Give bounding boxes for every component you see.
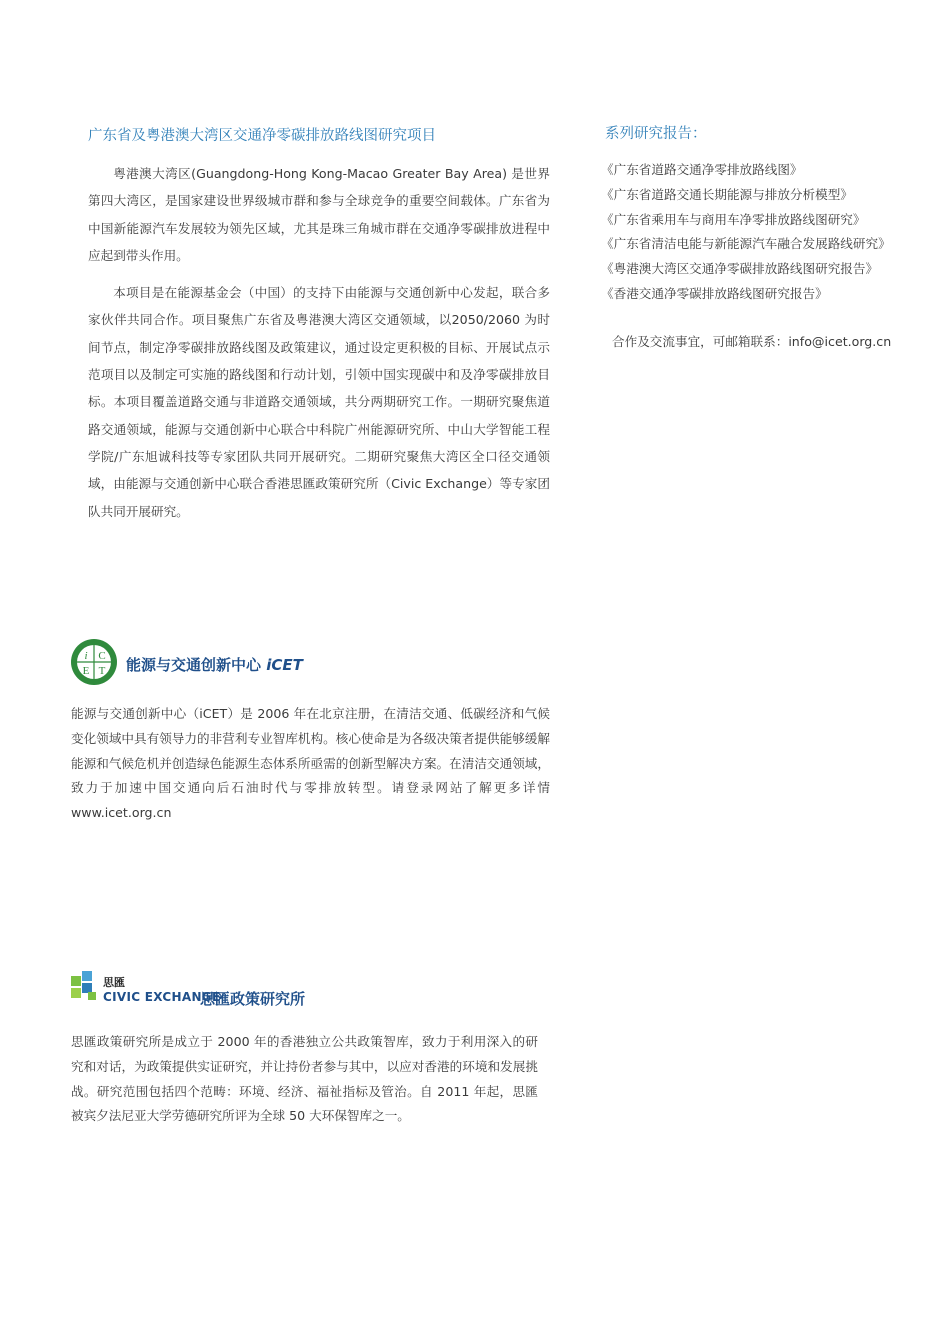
icet-logo-letter-e: E bbox=[82, 665, 90, 677]
civic-exchange-logo-icon bbox=[70, 970, 100, 1004]
series-reports-list bbox=[601, 158, 891, 307]
report-item: 《广东省道路交通净零排放路线图》 bbox=[601, 162, 803, 177]
icet-name-cn: 能源与交通创新中心 bbox=[126, 656, 262, 674]
report-item: 《香港交通净零碳排放路线图研究报告》 bbox=[601, 285, 828, 301]
civic-exchange-name-en: CIVIC EXCHANGE bbox=[103, 990, 221, 1004]
report-item: 《广东省乘用车与商用车净零排放路线图研究》 bbox=[601, 211, 866, 227]
contact-info: 合作及交流事宜，可邮箱联系：info@icet.org.cn bbox=[612, 334, 892, 349]
project-description bbox=[88, 160, 550, 535]
report-item: 《广东省道路交通长期能源与排放分析模型》 bbox=[601, 186, 853, 202]
civic-exchange-description: 思匯政策研究所是成立于 2000 年的香港独立公共政策智库，致力于利用深入的研究和对话，为政策提供实证研究，并让持份者参与其中，以应对香港的环境和发展挑战。研究范围包括四个范畴：环境、经济、福祉指标及管治。自 2011 年起，思匯被宾夕法尼亚大学劳德研究所评为全球 50 大环保智库之一。 bbox=[71, 1034, 538, 1124]
civic-exchange-logo-sub: 思匯 bbox=[103, 976, 125, 989]
icet-logo-letter-t: T bbox=[98, 665, 106, 677]
icet-org-name bbox=[126, 654, 303, 675]
report-item: 《广东省清洁电能与新能源汽车融合发展路线研究》 bbox=[601, 236, 891, 252]
icet-name-en: iCET bbox=[266, 656, 303, 674]
project-paragraph-1: 粤港澳大湾区(Guangdong-Hong Kong-Macao Greater Bay Area) 是世界第四大湾区，是国家建设世界级城市群和参与全球竞争的重要空间载体。广东省为中国新能源汽车发展较为领先区域，尤其是珠三角城市群在交通净零碳排放进程中应起到带头作用。 bbox=[88, 166, 550, 263]
icet-description: 能源与交通创新中心（iCET）是 2006 年在北京注册，在清洁交通、低碳经济和气候变化领域中具有领导力的非营利专业智库机构。核心使命是为各级决策者提供能够缓解能源和气候危机并创造绿色能源生态体系所亟需的创新型解决方案。在清洁交通领域，致力于加速中国交通向后石油时代与零排放转型。请登录网站了解更多详情 www.icet.org.cn bbox=[71, 706, 550, 821]
icet-logo-icon bbox=[70, 638, 118, 686]
project-title: 广东省及粤港澳大湾区交通净零碳排放路线图研究项目 bbox=[88, 128, 436, 144]
civic-exchange-name-cn: 思匯政策研究所 bbox=[200, 990, 306, 1008]
icet-logo-letter-i: i bbox=[84, 650, 88, 662]
report-item: 《粤港澳大湾区交通净零碳排放路线图研究报告》 bbox=[601, 261, 879, 277]
icet-logo-letter-c: C bbox=[98, 650, 106, 662]
project-paragraph-2: 本项目是在能源基金会（中国）的支持下由能源与交通创新中心发起，联合多家伙伴共同合作。项目聚焦广东省及粤港澳大湾区交通领域，以2050/2060 为时间节点，制定净零碳排放路线图及政策建议，通过设定更积极的目标、开展试点示范项目以及制定可实施的路线图和行动计划，引领中国实现碳中和及净零碳排放目标。本项目覆盖道路交通与非道路交通领域，共分两期研究工作。一期研究聚焦道路交通领域，能源与交通创新中心联合中科院广州能源研究所、中山大学智能工程学院/广东旭诚科技等专家团队共同开展研究。二期研究聚焦大湾区全口径交通领域，由能源与交通创新中心联合香港思匯政策研究所（Civic Exchange）等专家团队共同开展研究。 bbox=[88, 285, 550, 519]
series-reports-title: 系列研究报告： bbox=[605, 126, 707, 142]
